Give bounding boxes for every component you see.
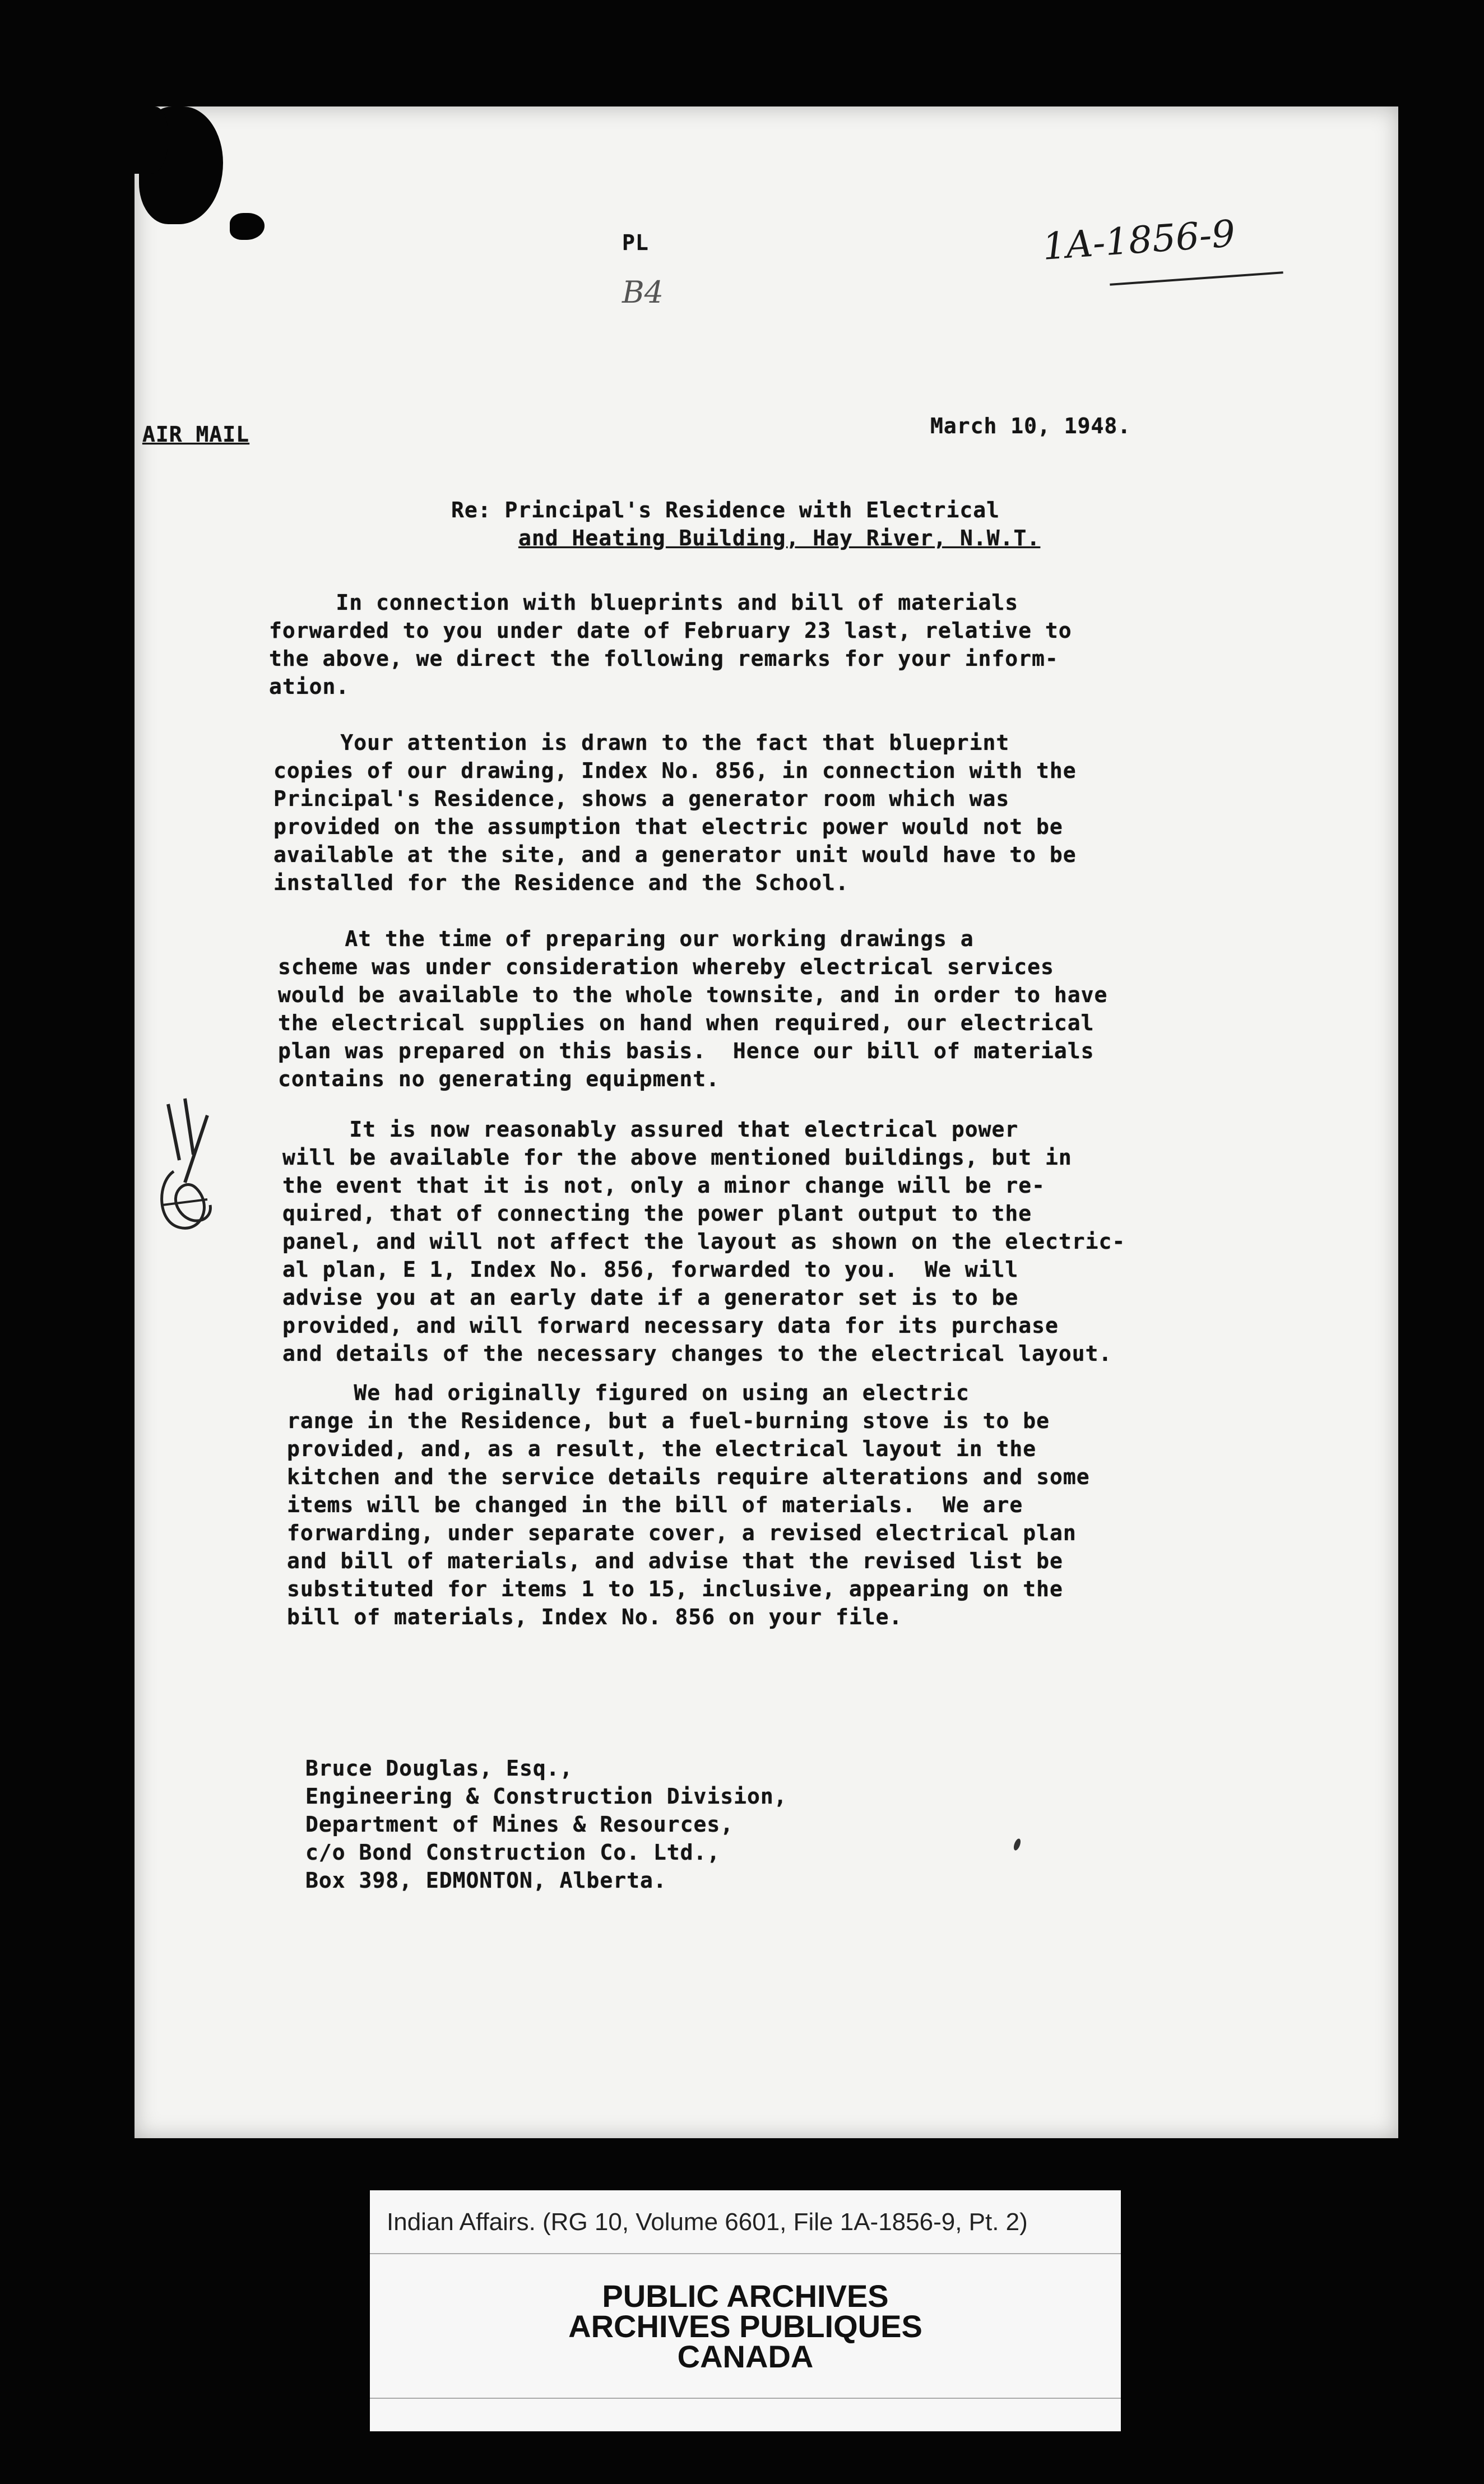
paragraph-2 <box>273 729 1077 897</box>
text-line: kitchen and the service details require alterations and some <box>287 1465 1090 1489</box>
text-line: plan was prepared on this basis. Hence our bill of materials <box>278 1039 1095 1063</box>
text-line: advise you at an early date if a generator set is to be <box>282 1285 1019 1310</box>
address-line: Bruce Douglas, Esq., <box>305 1756 573 1781</box>
text-line: and details of the necessary changes to the electrical layout. <box>282 1341 1112 1366</box>
top-mark: PL <box>622 230 649 255</box>
address-line: c/o Bond Construction Co. Ltd., <box>305 1840 721 1865</box>
address-line: Department of Mines & Resources, <box>305 1812 734 1837</box>
text-line: forwarded to you under date of February 23 last, relative to <box>269 618 1072 643</box>
text-line: range in the Residence, but a fuel-burning stove is to be <box>287 1408 1050 1433</box>
text-line: available at the site, and a generator unit would have to be <box>273 842 1077 867</box>
text-line: provided, and, as a result, the electrical layout in the <box>287 1436 1037 1461</box>
text-line: the electrical supplies on hand when required, our electrical <box>278 1011 1095 1035</box>
paragraph-3 <box>278 925 1107 1093</box>
text-line: will be available for the above mentioned buildings, but in <box>282 1145 1072 1170</box>
address-block <box>305 1754 787 1894</box>
paragraph-1 <box>269 588 1072 701</box>
archive-title-en: PUBLIC ARCHIVES <box>602 2278 889 2314</box>
text-line: ation. <box>269 674 350 699</box>
text-line: bill of materials, Index No. 856 on your file. <box>287 1605 903 1629</box>
text-line: items will be changed in the bill of materials. We are <box>287 1493 1023 1517</box>
text-line: provided, and will forward necessary data for its purchase <box>282 1313 1059 1338</box>
margin-initials-scribble <box>146 1093 224 1250</box>
text-line: substituted for items 1 to 15, inclusive, appearing on the <box>287 1577 1063 1601</box>
text-line: scheme was under consideration whereby electrical services <box>278 954 1054 979</box>
ink-mark <box>1013 1838 1022 1851</box>
label-rule <box>370 2398 1121 2399</box>
text-line: would be available to the whole townsite, and in order to have <box>278 983 1108 1007</box>
archive-file-reference: Indian Affairs. (RG 10, Volume 6601, File 1A-1856-9, Pt. 2) <box>387 2208 1028 2236</box>
text-line: al plan, E 1, Index No. 856, forwarded to you. We will <box>282 1257 1019 1282</box>
archive-title-fr: ARCHIVES PUBLIQUES <box>568 2309 922 2344</box>
subject-line-1: Re: Principal's Residence with Electrical <box>451 498 1000 522</box>
address-line: Box 398, EDMONTON, Alberta. <box>305 1868 667 1893</box>
handwritten-file-number: 1A-1856-9 <box>1041 212 1237 268</box>
text-line: In connection with blueprints and bill of materials <box>269 590 1019 615</box>
text-line: Principal's Residence, shows a generator room which was <box>273 786 1010 811</box>
text-line: We had originally figured on using an electric <box>287 1380 970 1405</box>
handwritten-underline <box>1110 271 1283 286</box>
damage-blot <box>135 106 168 174</box>
archive-title-country: CANADA <box>677 2339 814 2374</box>
handwritten-initials: B4 <box>622 275 664 310</box>
delivery-method: AIR MAIL <box>142 422 250 447</box>
text-line: contains no generating equipment. <box>278 1067 720 1091</box>
text-line: At the time of preparing our working drawings a <box>278 926 974 951</box>
letter-date: March 10, 1948. <box>930 414 1131 438</box>
text-line: provided on the assumption that electric power would not be <box>273 814 1063 839</box>
text-line: the above, we direct the following remarks for your inform- <box>269 646 1059 671</box>
subject-line-2: and Heating Building, Hay River, N.W.T. <box>518 526 1041 550</box>
text-line: the event that it is not, only a minor change will be re- <box>282 1173 1046 1198</box>
text-line: and bill of materials, and advise that the revised list be <box>287 1549 1063 1573</box>
letter-page <box>135 106 1398 2138</box>
text-line: It is now reasonably assured that electrical power <box>282 1117 1019 1142</box>
text-line: quired, that of connecting the power plant output to the <box>282 1201 1032 1226</box>
paragraph-5 <box>287 1379 1090 1631</box>
damage-blot <box>230 213 265 240</box>
label-rule <box>370 2253 1121 2254</box>
address-line: Engineering & Construction Division, <box>305 1784 787 1809</box>
archive-label <box>370 2190 1121 2431</box>
text-line: installed for the Residence and the School. <box>273 870 849 895</box>
text-line: panel, and will not affect the layout as shown on the electric- <box>282 1229 1126 1254</box>
paragraph-4 <box>282 1115 1125 1368</box>
text-line: copies of our drawing, Index No. 856, in connection with the <box>273 758 1077 783</box>
text-line: Your attention is drawn to the fact that blueprint <box>273 730 1010 755</box>
text-line: forwarding, under separate cover, a revised electrical plan <box>287 1521 1077 1545</box>
